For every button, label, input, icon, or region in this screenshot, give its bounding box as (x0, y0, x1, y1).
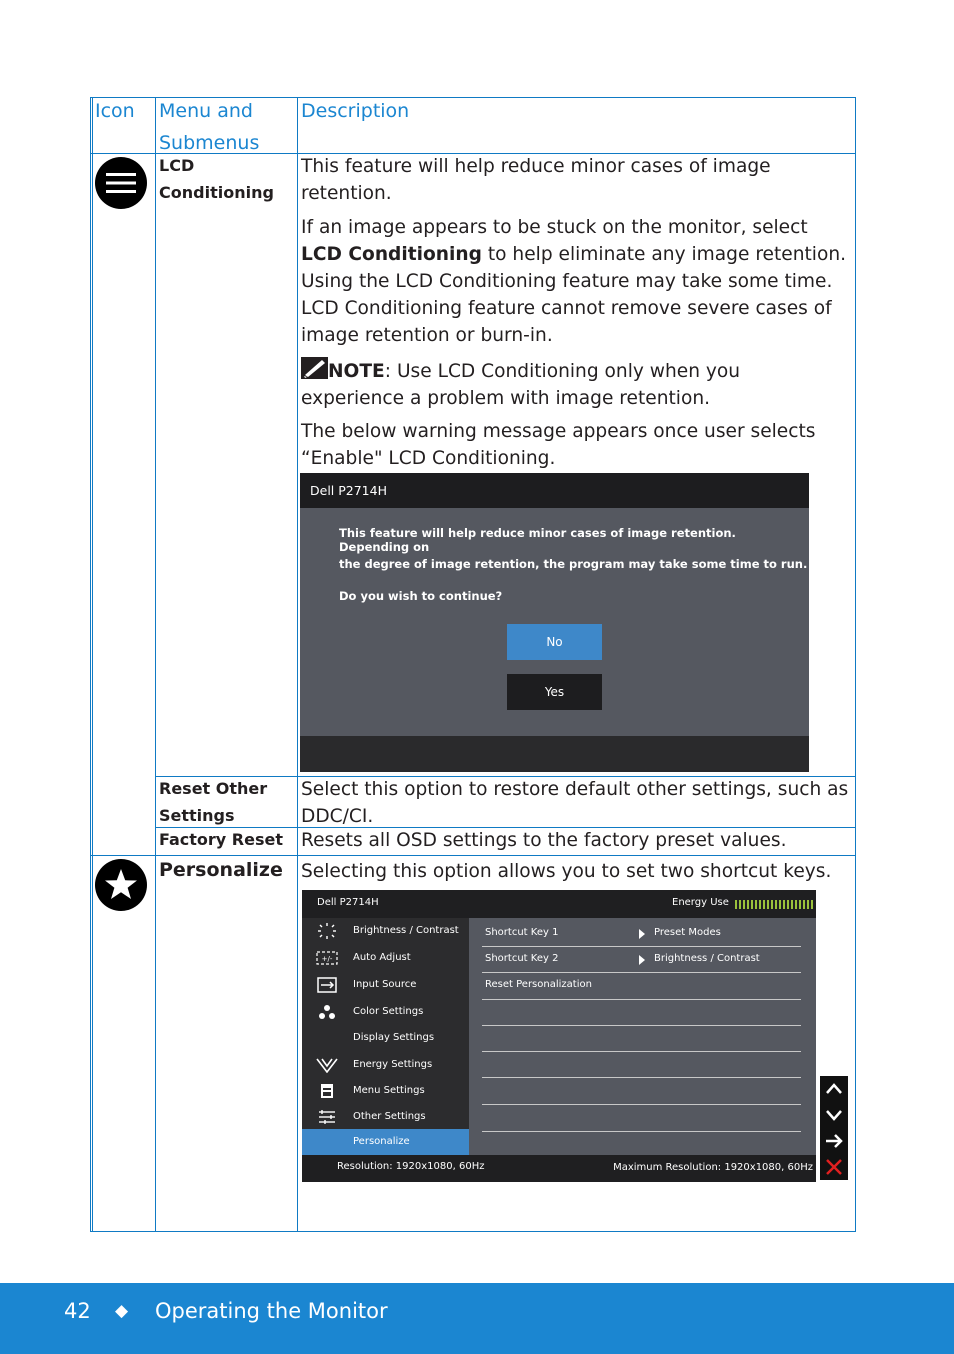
menu-personalize: Personalize (159, 859, 283, 881)
osd-menu-item[interactable]: Input Source (302, 972, 469, 998)
osd-menu-item[interactable]: Brightness / Contrast (302, 918, 469, 944)
arrow-right-icon (820, 1128, 848, 1154)
osd-menu-item[interactable]: Color Settings (302, 999, 469, 1025)
footer-title: Operating the Monitor (155, 1299, 388, 1323)
energy-settings-icon (316, 1057, 338, 1073)
osd-separator (482, 1051, 801, 1052)
lcd-description-p3: The below warning message appears once user selects “Enable" LCD Conditioning. (301, 421, 816, 469)
osd-energy-label: Energy Use (672, 897, 729, 908)
header-menu-line1: Menu and (159, 100, 253, 122)
note: NOTE: Use LCD Conditioning only when you experience a problem with image retention. (301, 357, 849, 412)
menu-factory-reset: Factory Reset (159, 830, 283, 849)
down-button[interactable] (820, 1102, 848, 1128)
chevron-up-icon (820, 1076, 848, 1102)
other-settings-icon (316, 1109, 338, 1125)
input-source-icon (316, 977, 338, 993)
table-border-bottom (90, 1231, 856, 1232)
header-menu-line2: Submenus (159, 132, 260, 154)
table-border-left-inner (92, 97, 93, 1232)
reset-personalization-row[interactable]: Reset Personalization (485, 979, 592, 990)
dialog-title: Dell P2714H (310, 483, 387, 498)
osd-menu-item[interactable]: Display Settings (353, 1032, 435, 1043)
menu-settings-icon (316, 1083, 338, 1099)
personalize-description: Selecting this option allows you to set two shortcut keys. (301, 861, 832, 882)
note-pencil-icon (301, 357, 328, 379)
page-number: 42 (64, 1299, 91, 1323)
menu-reset-other-line2: Settings (159, 806, 235, 825)
enter-button[interactable] (820, 1128, 848, 1154)
diamond-icon: ◆ (115, 1301, 129, 1321)
shortcut-key-2-row[interactable]: Shortcut Key 2 Brightness / Contrast (485, 953, 760, 964)
dialog-title-bar (300, 473, 809, 508)
osd-personalize-screenshot (302, 890, 816, 1182)
osd-separator (482, 1077, 801, 1078)
play-icon (639, 929, 645, 939)
table-border-left (90, 97, 91, 1232)
osd-separator (482, 999, 801, 1000)
factory-reset-description: Resets all OSD settings to the factory preset values. (301, 830, 787, 851)
menu-reset-other-line1: Reset Other (159, 779, 268, 798)
chevron-down-icon (820, 1102, 848, 1128)
header-description: Description (301, 100, 410, 122)
menu-icon (95, 157, 147, 209)
dialog-line2: the degree of image retention, the program may take some time to run. (339, 557, 808, 571)
osd-title: Dell P2714H (317, 897, 379, 908)
menu-lcd-line2: Conditioning (159, 183, 274, 202)
table-col-divider-2 (297, 97, 298, 1232)
star-icon (95, 859, 147, 911)
color-settings-icon (316, 1004, 338, 1020)
up-button[interactable] (820, 1076, 848, 1102)
dialog-line3: Do you wish to continue? (339, 589, 503, 603)
menu-lcd-line1: LCD (159, 156, 195, 175)
osd-menu-list (302, 918, 469, 1155)
osd-separator (482, 1131, 801, 1132)
lcd-bold-term: LCD Conditioning (301, 244, 482, 265)
table-border-right (855, 97, 856, 1232)
header-icon: Icon (95, 100, 135, 122)
osd-separator (482, 1104, 801, 1105)
osd-max-resolution: Maximum Resolution: 1920x1080, 60Hz (613, 1162, 813, 1173)
osd-menu-item[interactable]: Energy Settings (302, 1052, 469, 1078)
osd-resolution: Resolution: 1920x1080, 60Hz (337, 1161, 485, 1172)
auto-adjust-icon (316, 950, 338, 966)
svg-text:+/-: +/- (321, 955, 333, 963)
table-col-divider-1 (155, 97, 156, 1232)
energy-meter (735, 900, 813, 909)
reset-other-description: Select this option to restore default other settings, such as DDC/CI. (301, 779, 849, 827)
close-icon (820, 1154, 848, 1180)
dialog-no-button[interactable]: No (507, 624, 602, 660)
lcd-warning-dialog (300, 473, 809, 772)
play-icon (639, 955, 645, 965)
osd-menu-item[interactable]: +/- Auto Adjust (302, 945, 469, 971)
osd-separator (482, 1025, 801, 1026)
lcd-description-p1: This feature will help reduce minor cases of image retention. (301, 156, 771, 204)
osd-menu-item[interactable]: Menu Settings (302, 1078, 469, 1104)
shortcut-key-1-row[interactable]: Shortcut Key 1 Preset Modes (485, 927, 721, 938)
dialog-yes-button[interactable]: Yes (507, 674, 602, 710)
brightness-icon (316, 923, 338, 939)
osd-menu-item[interactable]: Other Settings (302, 1104, 469, 1130)
osd-menu-item-selected[interactable]: Personalize (302, 1129, 469, 1155)
exit-button[interactable] (820, 1154, 848, 1180)
lcd-description-p2: If an image appears to be stuck on the monitor, select LCD Conditioning to help eliminate any image retention. Using the LCD Conditioning feature may take some time. LCD Conditioning feature cannot remove severe cases of image retention or burn-in. (301, 217, 847, 346)
dialog-bottom-bar (300, 736, 809, 772)
dialog-line1: This feature will help reduce minor cases of image retention. Depending on (339, 526, 736, 554)
page-footer (0, 1283, 954, 1354)
